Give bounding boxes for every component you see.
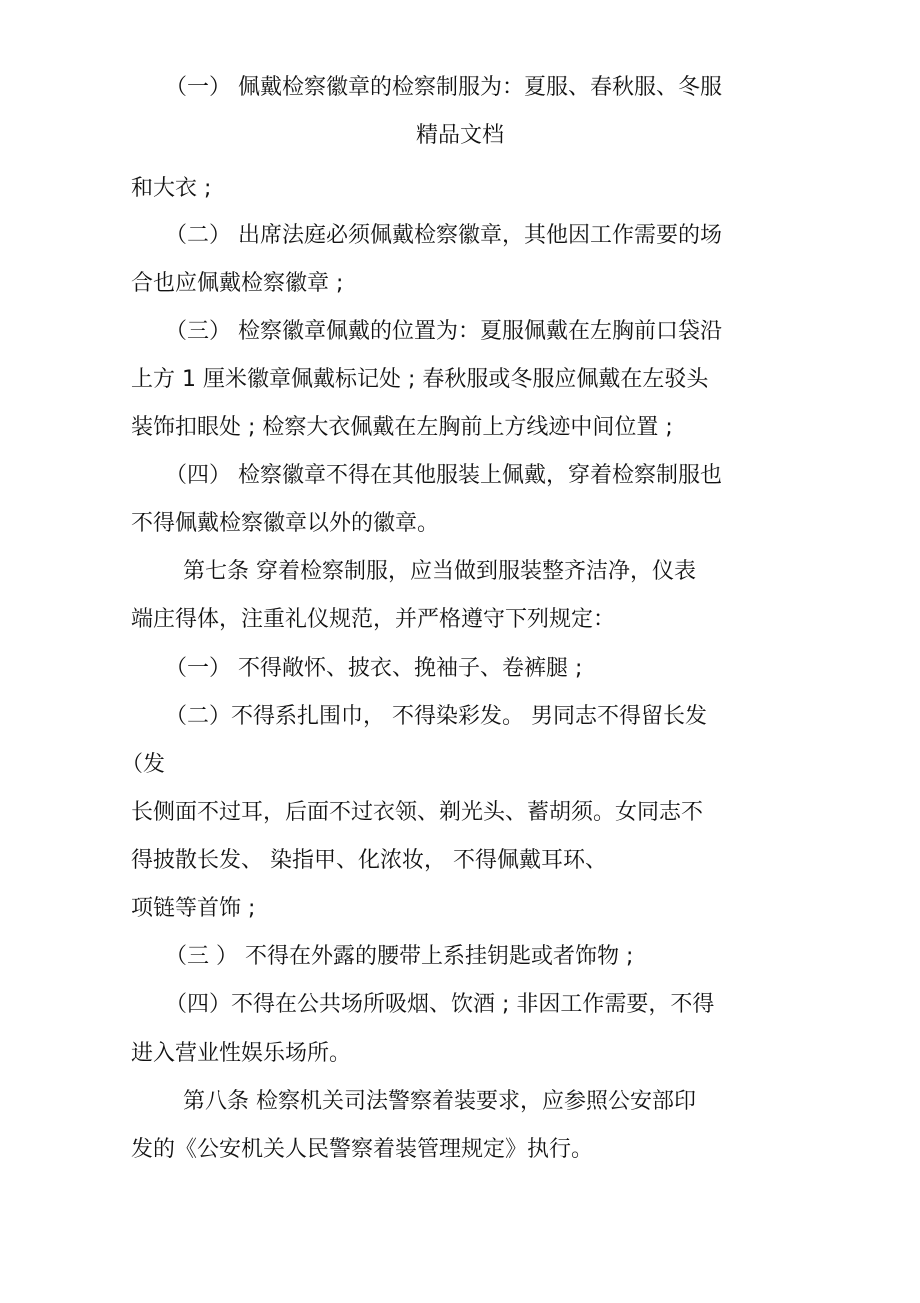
paragraph-line: 进入营业性娱乐场所。 xyxy=(131,1041,352,1066)
paragraph-line: 上方 1 厘米徽章佩戴标记处 ; 春秋服或冬服应佩戴在左驳头 xyxy=(131,367,709,392)
paragraph-line: 装饰扣眼处 ; 检察大衣佩戴在左胸前上方线迹中间位置 ; xyxy=(131,415,673,440)
paragraph-line: （二）不得系扎围巾， 不得染彩发。 男同志不得留长发 xyxy=(165,704,707,729)
article-heading-line: 第七条 穿着检察制服，应当做到服装整齐洁净，仪表 xyxy=(183,559,696,584)
paragraph-line: 端庄得体，注重礼仪规范，并严格遵守下列规定： xyxy=(131,607,616,632)
paragraph-line: （二） 出席法庭必须佩戴检察徽章，其他因工作需要的场 xyxy=(165,223,722,248)
article-heading-line: 第八条 检察机关司法警察着装要求，应参照公安部印 xyxy=(183,1089,696,1114)
paragraph-line: 合也应佩戴检察徽章 ; xyxy=(131,271,344,296)
paragraph-line: （四） 检察徽章不得在其他服装上佩戴，穿着检察制服也 xyxy=(165,463,722,488)
paragraph-line: （一） 佩戴检察徽章的检察制服为：夏服、春秋服、冬服 xyxy=(165,75,722,100)
paragraph-line: （发 xyxy=(121,752,166,777)
paragraph-line: 得披散长发、 染指甲、化浓妆， 不得佩戴耳环、 xyxy=(131,848,607,873)
paragraph-line: （三 ） 不得在外露的腰带上系挂钥匙或者饰物 ; xyxy=(165,944,634,969)
paragraph-line: 发的《公安机关人民警察着装管理规定》执行。 xyxy=(131,1137,594,1162)
paragraph-line: 项链等首饰 ; xyxy=(131,896,256,921)
paragraph-line: 不得佩戴检察徽章以外的徽章。 xyxy=(131,511,440,536)
paragraph-line: （三） 检察徽章佩戴的位置为：夏服佩戴在左胸前口袋沿 xyxy=(165,319,722,344)
paragraph-line: 和大衣 ; xyxy=(131,176,212,201)
paragraph-line: 长侧面不过耳，后面不过衣领、剃光头、蓄胡须。女同志不 xyxy=(131,800,704,825)
paragraph-line: （一） 不得敞怀、披衣、挽袖子、卷裤腿 ; xyxy=(165,656,583,681)
watermark-header: 精品文档 xyxy=(415,123,504,148)
paragraph-line: （四）不得在公共场所吸烟、饮酒 ; 非因工作需要，不得 xyxy=(165,992,715,1017)
